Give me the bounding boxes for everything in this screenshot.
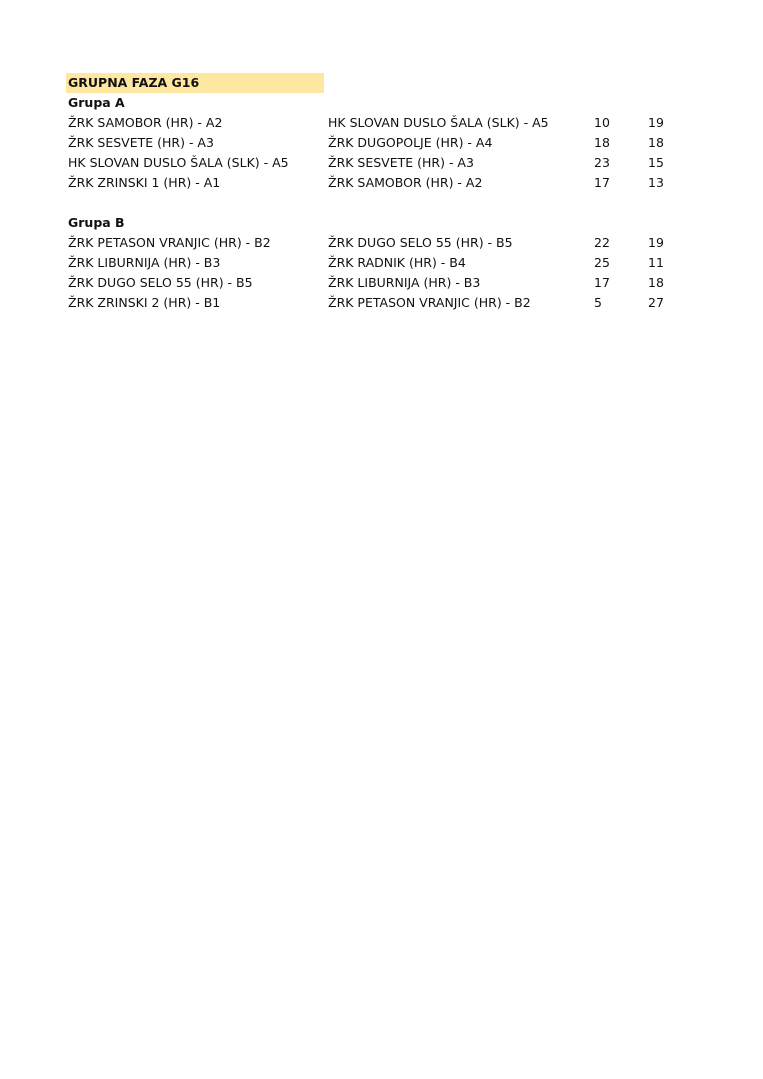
- away-score: 13: [648, 175, 664, 190]
- away-score: 18: [648, 275, 664, 290]
- home-team: ŽRK LIBURNIJA (HR) - B3: [68, 255, 221, 270]
- away-team: ŽRK PETASON VRANJIC (HR) - B2: [328, 295, 531, 310]
- home-score: 23: [594, 155, 610, 170]
- away-team: ŽRK SESVETE (HR) - A3: [328, 155, 474, 170]
- group-spacer: [66, 193, 706, 213]
- home-score: 17: [594, 275, 610, 290]
- group-label-a: Grupa A: [68, 95, 125, 110]
- home-score: 25: [594, 255, 610, 270]
- match-row: [66, 253, 706, 273]
- home-score: 10: [594, 115, 610, 130]
- away-team: ŽRK SAMOBOR (HR) - A2: [328, 175, 483, 190]
- match-row: [66, 133, 706, 153]
- match-row: [66, 293, 706, 313]
- home-team: ŽRK SESVETE (HR) - A3: [68, 135, 214, 150]
- away-score: 19: [648, 235, 664, 250]
- home-score: 18: [594, 135, 610, 150]
- home-team: ŽRK DUGO SELO 55 (HR) - B5: [68, 275, 253, 290]
- away-score: 11: [648, 255, 664, 270]
- away-team: ŽRK DUGO SELO 55 (HR) - B5: [328, 235, 513, 250]
- away-score: 18: [648, 135, 664, 150]
- match-row: [66, 173, 706, 193]
- home-team: ŽRK ZRINSKI 2 (HR) - B1: [68, 295, 221, 310]
- home-team: ŽRK ZRINSKI 1 (HR) - A1: [68, 175, 221, 190]
- away-score: 27: [648, 295, 664, 310]
- home-score: 5: [594, 295, 602, 310]
- match-row: [66, 273, 706, 293]
- away-score: 15: [648, 155, 664, 170]
- home-team: ŽRK SAMOBOR (HR) - A2: [68, 115, 223, 130]
- away-team: ŽRK DUGOPOLJE (HR) - A4: [328, 135, 493, 150]
- match-row: [66, 233, 706, 253]
- match-row: [66, 153, 706, 173]
- results-sheet: [66, 73, 706, 313]
- home-team: HK SLOVAN DUSLO ŠALA (SLK) - A5: [68, 155, 289, 170]
- match-row: [66, 113, 706, 133]
- group-label-b: Grupa B: [68, 215, 125, 230]
- home-score: 17: [594, 175, 610, 190]
- home-team: ŽRK PETASON VRANJIC (HR) - B2: [68, 235, 271, 250]
- away-team: HK SLOVAN DUSLO ŠALA (SLK) - A5: [328, 115, 549, 130]
- home-score: 22: [594, 235, 610, 250]
- page-title: GRUPNA FAZA G16: [66, 73, 324, 93]
- away-team: ŽRK LIBURNIJA (HR) - B3: [328, 275, 481, 290]
- away-team: ŽRK RADNIK (HR) - B4: [328, 255, 466, 270]
- away-score: 19: [648, 115, 664, 130]
